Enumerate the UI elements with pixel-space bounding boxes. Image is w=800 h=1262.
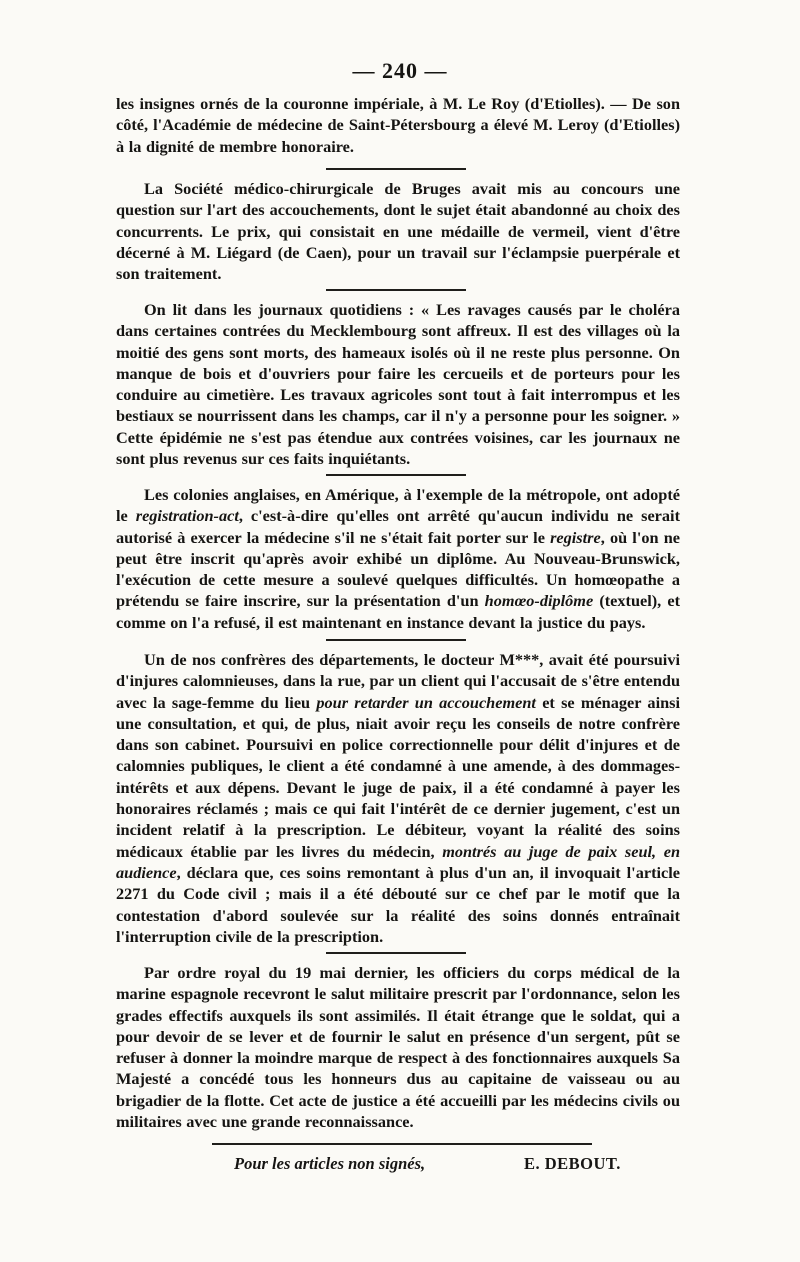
- text-run: et se ménager ainsi une consultation, et qui, de plus, niait avoir reçu les conseils de notre confrère dans son cabinet. Poursuivi en police correctionnelle pour délit d'injures et de calomnies publiques, le client a été condamné à une amende, à des dommages-intérêts et aux dépens. Devant le juge de paix, il a été condamné à payer les honoraires réclamés ; mais ce qui fait l'intérêt de ce dernier jugement, c'est un incident relatif à la prescription. Le débiteur, voyant la réalité des soins médicaux établie par les livres du médecin,: [116, 692, 681, 861]
- section-divider: [326, 474, 466, 476]
- closing-rule: [212, 1143, 592, 1145]
- text-run: , c'est-à-dire qu'elles ont arrêté qu'aucun individu ne serait autorisé à exercer la médecine s'il ne s'était fait porter sur le: [116, 506, 680, 547]
- section-divider: [326, 289, 466, 291]
- paragraph-text: [116, 649, 680, 947]
- paragraph-text: [116, 299, 680, 469]
- text-run: Les colonies anglaises, en Amérique, à l'exemple de la métropole, ont adopté le: [116, 485, 680, 526]
- italic-term: registration-act: [135, 506, 239, 526]
- paragraph-text: [116, 962, 680, 1132]
- paragraph-3: [116, 299, 680, 469]
- text-run: Par ordre royal du 19 mai dernier, les officiers du corps médical de la marine espagnole recevront le salut militaire prescrit par l'ordonnance, selon les grades effectifs auxquels ils sont assimilés. Il était étrange que le soldat, qui a pour devoir de se lever et de fournir le salut en présence d'un sergent, pût se refuser à donner la moindre marque de respect à des fonctionnaires auxquels Sa Majesté a concédé tous les honneurs dus au capitaine de vaisseau ou au brigadier de la flotte. Cet acte de justice a été accueilli par les médecins civils ou militaires avec une grande reconnaissance.: [116, 963, 680, 1132]
- italic-term: homœo-diplôme: [484, 591, 594, 611]
- section-divider: [326, 168, 466, 170]
- paragraph-2: [116, 178, 680, 284]
- paragraph-5: [116, 649, 680, 947]
- page-number: — 240 —: [352, 58, 448, 83]
- paragraph-1: [116, 93, 680, 157]
- italic-term: pour retarder un accouchement: [316, 692, 536, 712]
- text-run: , où l'on ne peut être inscrit qu'après avoir exhibé un diplôme. Au Nouveau-Brunswick, l'exécution de cette mesure a soulevé quelques difficultés. Un homœopathe a prétendu se faire inscrire, sur la présentation d'un: [116, 527, 680, 611]
- signature-line: [234, 1154, 624, 1174]
- text-run: On lit dans les journaux quotidiens : « Les ravages causés par le choléra dans certaines contrées du Mecklembourg sont affreux. Il est des villages où la moitié des gens sont morts, des hameaux isolés où il ne reste plus personne. On manque de bois et d'ouvriers pour faire les cercueils et de porteurs pour les conduire au cimetière. Les travaux agricoles sont tout à fait interrompus et les bestiaux se nourrissent dans les champs, car il n'y a personne pour les soigner. » Cette épidémie ne s'est pas étendue aux contrées voisines, car les journaux ne sont plus revenus sur ces faits inquiétants.: [116, 300, 680, 469]
- text-run: (textuel), et comme on l'a refusé, il est maintenant en instance devant la justice du pays.: [116, 591, 681, 632]
- paragraph-text: [116, 178, 680, 284]
- text-run: Un de nos confrères des départements, le docteur M***, avait été poursuivi d'injures calomnieuses, dans la rue, par un client qui l'accusait de s'être entendu avec la sage-femme du lieu: [116, 650, 680, 712]
- section-divider: [326, 639, 466, 641]
- signature-note: Pour les articles non signés,: [234, 1154, 426, 1173]
- paragraph-4: [116, 484, 680, 633]
- text-run: , déclara que, ces soins remontant à plus d'un an, il invoquait l'article 2271 du Code civil ; mais il a été débouté sur ce chef par le motif que la contestation d'abord soulevée sur la réalité des soins donnés entraînait l'interruption civile de la prescription.: [116, 862, 680, 946]
- text-run: La Société médico-chirurgicale de Bruges avait mis au concours une question sur l'art des accouchements, dont le sujet était abandonné au choix des concurrents. Le prix, qui consistait en une médaille de vermeil, vient d'être décerné à M. Liégard (de Caen), pour un travail sur l'éclampsie puerpérale et son traitement.: [116, 179, 680, 284]
- text-run: les insignes ornés de la couronne impériale, à M. Le Roy (d'Etiolles). — De son côté, l'Académie de médecine de Saint-Pétersbourg a élevé M. Leroy (d'Etiolles) à la dignité de membre honoraire.: [116, 94, 680, 156]
- paragraph-text: [116, 93, 680, 157]
- italic-term: registre: [550, 527, 601, 547]
- signature-author: E. DEBOUT.: [524, 1154, 621, 1173]
- paragraph-text: [116, 484, 680, 633]
- paragraph-6: [116, 962, 680, 1132]
- italic-term: montrés au juge de paix seul, en audience: [116, 841, 680, 882]
- section-divider: [326, 952, 466, 954]
